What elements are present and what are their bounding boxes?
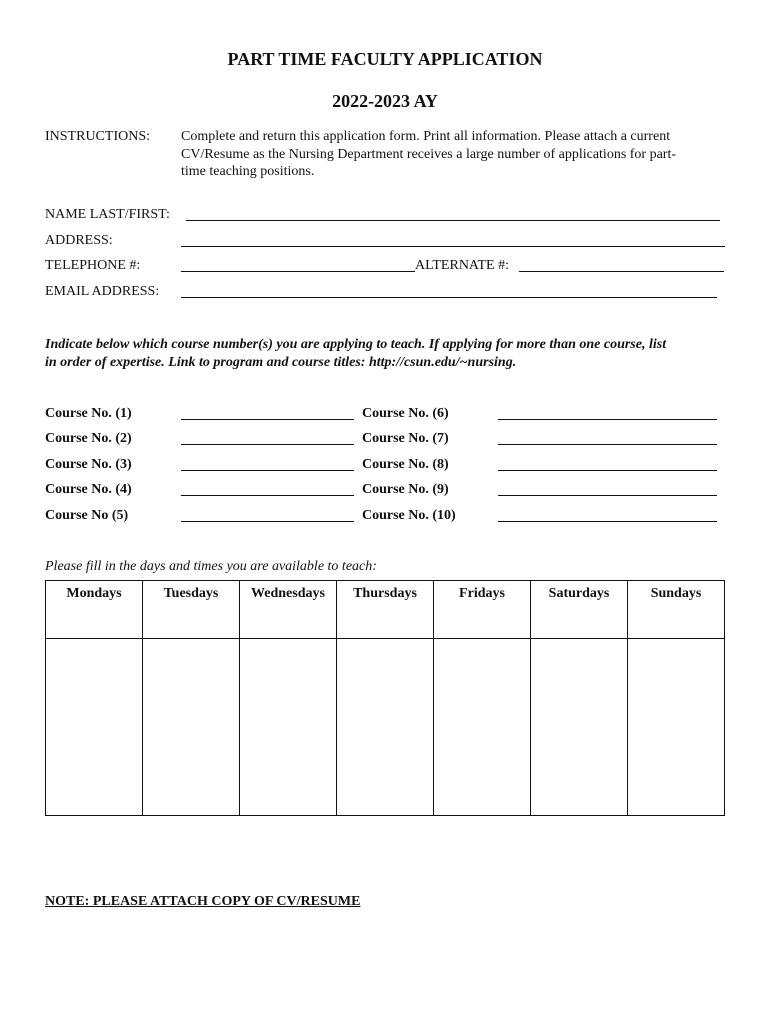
- alternate-label: ALTERNATE #:: [415, 258, 509, 273]
- availability-table: [45, 580, 725, 816]
- availability-cell-saturdays[interactable]: [531, 639, 628, 816]
- course-instructions-line-2: in order of expertise. Link to program and course titles: http://csun.edu/~nursing.: [45, 354, 517, 370]
- availability-prompt: Please fill in the days and times you are available to teach:: [45, 559, 377, 574]
- course-label: Course No. (7): [362, 431, 449, 446]
- day-header: Sundays: [628, 581, 725, 639]
- course-field[interactable]: [181, 444, 354, 445]
- name-label: NAME LAST/FIRST:: [45, 207, 170, 222]
- course-label: Course No. (1): [45, 406, 132, 421]
- availability-cell-tuesdays[interactable]: [143, 639, 240, 816]
- day-header: Mondays: [46, 581, 143, 639]
- day-header: Saturdays: [531, 581, 628, 639]
- availability-cell-fridays[interactable]: [434, 639, 531, 816]
- day-header: Wednesdays: [240, 581, 337, 639]
- course-field[interactable]: [498, 444, 717, 445]
- instructions-line-3: time teaching positions.: [181, 164, 315, 179]
- course-field[interactable]: [181, 495, 354, 496]
- course-label: Course No (5): [45, 508, 129, 523]
- course-field[interactable]: [181, 521, 354, 522]
- availability-cell-sundays[interactable]: [628, 639, 725, 816]
- course-instructions: [45, 336, 745, 371]
- course-field[interactable]: [498, 470, 717, 471]
- course-label: Course No. (4): [45, 482, 132, 497]
- course-label: Course No. (3): [45, 457, 132, 472]
- email-field[interactable]: [181, 297, 717, 298]
- course-label: Course No. (6): [362, 406, 449, 421]
- telephone-label: TELEPHONE #:: [45, 258, 141, 273]
- course-label: Course No. (2): [45, 431, 132, 446]
- course-label: Course No. (8): [362, 457, 449, 472]
- address-label: ADDRESS:: [45, 233, 113, 248]
- day-header: Thursdays: [337, 581, 434, 639]
- course-instructions-line-1: Indicate below which course number(s) you are applying to teach. If applying for more than one course, list: [45, 337, 667, 352]
- course-field[interactable]: [181, 470, 354, 471]
- alternate-field[interactable]: [519, 271, 724, 272]
- course-field[interactable]: [498, 419, 717, 420]
- cv-note: NOTE: PLEASE ATTACH COPY OF CV/RESUME: [45, 894, 361, 909]
- course-field[interactable]: [498, 495, 717, 496]
- availability-header-row: [46, 581, 725, 639]
- day-header: Tuesdays: [143, 581, 240, 639]
- course-label: Course No. (9): [362, 482, 449, 497]
- availability-cell-wednesdays[interactable]: [240, 639, 337, 816]
- availability-cell-thursdays[interactable]: [337, 639, 434, 816]
- academic-year: 2022-2023 AY: [332, 91, 438, 111]
- address-field[interactable]: [181, 246, 725, 247]
- page-title: PART TIME FACULTY APPLICATION: [227, 49, 543, 69]
- telephone-field[interactable]: [181, 271, 415, 272]
- course-label: Course No. (10): [362, 508, 456, 523]
- course-field[interactable]: [498, 521, 717, 522]
- course-field[interactable]: [181, 419, 354, 420]
- instructions-line-1: Complete and return this application form. Print all information. Please attach a current: [181, 129, 671, 144]
- availability-cell-mondays[interactable]: [46, 639, 143, 816]
- availability-entry-row: [46, 639, 725, 816]
- name-field[interactable]: [186, 220, 720, 221]
- instructions-line-2: CV/Resume as the Nursing Department receives a large number of applications for part-: [181, 146, 677, 162]
- day-header: Fridays: [434, 581, 531, 639]
- instructions-label: INSTRUCTIONS:: [45, 129, 151, 144]
- email-label: EMAIL ADDRESS:: [45, 284, 160, 299]
- instructions-text: [181, 128, 741, 181]
